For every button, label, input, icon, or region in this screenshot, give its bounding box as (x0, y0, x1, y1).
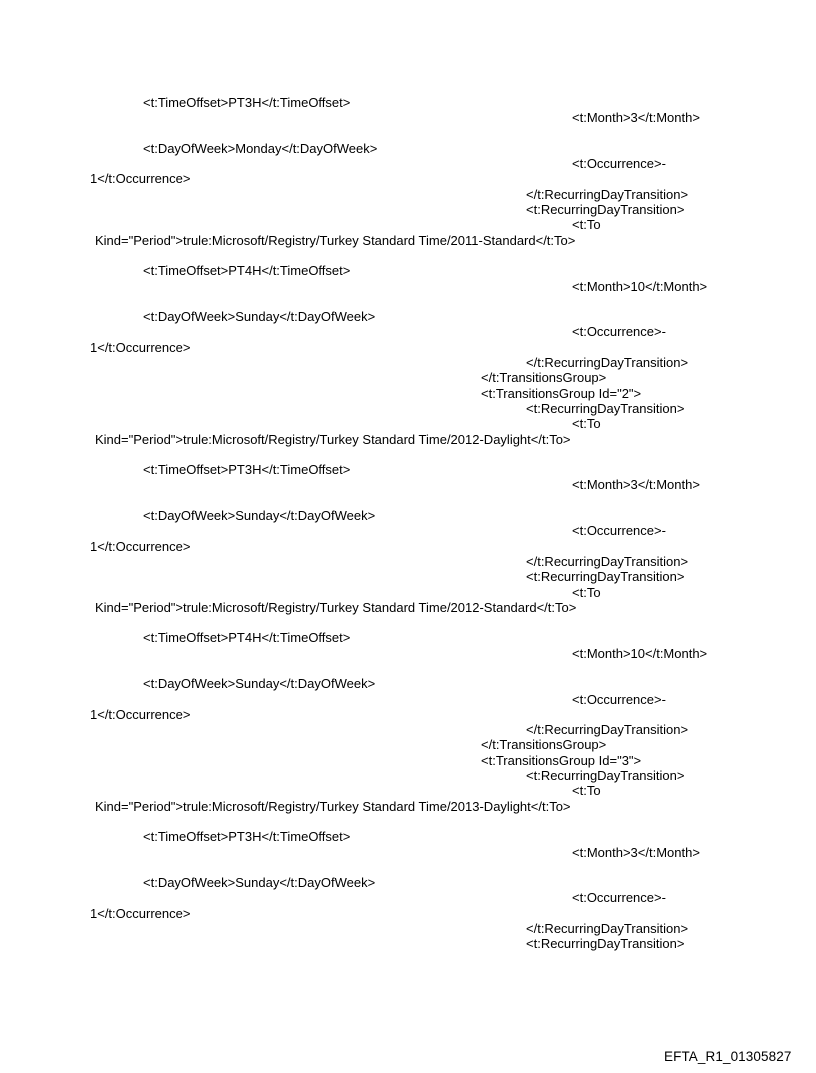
code-line: <t:To (572, 217, 601, 233)
code-line: <t:RecurringDayTransition> (526, 768, 685, 784)
code-line: </t:RecurringDayTransition> (526, 722, 689, 738)
code-line: <t:Month>3</t:Month> (572, 844, 700, 860)
code-line: <t:To (572, 584, 601, 600)
code-line: 1</t:Occurrence> (90, 171, 191, 187)
code-line: <t:TimeOffset>PT3H</t:TimeOffset> (143, 829, 351, 845)
code-line: <t:DayOfWeek>Sunday</t:DayOfWeek> (143, 875, 376, 891)
code-line: <t:Occurrence>- (572, 324, 666, 340)
code-line: <t:Month>10</t:Month> (572, 645, 708, 661)
bates-number: EFTA_R1_01305827 (664, 1049, 792, 1064)
code-line (0, 493, 816, 508)
code-line: <t:Month>10</t:Month> (572, 278, 708, 294)
code-line: <t:DayOfWeek>Sunday</t:DayOfWeek> (143, 508, 376, 524)
code-line: <t:Occurrence>- (572, 523, 666, 539)
code-line: </t:RecurringDayTransition> (526, 921, 689, 937)
code-line: <t:RecurringDayTransition> (526, 400, 685, 416)
code-line: <t:To (572, 783, 601, 799)
code-line (0, 661, 816, 676)
code-line: <t:Month>3</t:Month> (572, 110, 700, 126)
code-line: <t:Occurrence>- (572, 691, 666, 707)
code-line (0, 126, 816, 141)
code-line (0, 294, 816, 309)
code-line: <t:DayOfWeek>Sunday</t:DayOfWeek> (143, 676, 376, 692)
code-line: </t:TransitionsGroup> (481, 737, 607, 753)
code-line: <t:Month>3</t:Month> (572, 477, 700, 493)
code-line: 1</t:Occurrence> (90, 706, 191, 722)
code-line: 1</t:Occurrence> (90, 905, 191, 921)
code-line: <t:DayOfWeek>Monday</t:DayOfWeek> (143, 140, 378, 156)
code-line: Kind="Period">trule:Microsoft/Registry/Turkey Standard Time/2011-Standard</t:To> (95, 232, 576, 248)
code-line (0, 248, 816, 263)
code-line: <t:TimeOffset>PT3H</t:TimeOffset> (143, 95, 351, 110)
code-line: <t:DayOfWeek>Sunday</t:DayOfWeek> (143, 309, 376, 325)
code-line: </t:TransitionsGroup> (481, 370, 607, 386)
code-line: Kind="Period">trule:Microsoft/Registry/Turkey Standard Time/2012-Daylight</t:To> (95, 431, 571, 447)
code-line (0, 447, 816, 462)
code-line (0, 860, 816, 875)
code-line: </t:RecurringDayTransition> (526, 186, 689, 202)
code-line (0, 615, 816, 630)
code-line: <t:TransitionsGroup Id="3"> (481, 752, 642, 768)
code-line: <t:RecurringDayTransition> (526, 569, 685, 585)
xml-code-block (0, 95, 816, 952)
code-line: 1</t:Occurrence> (90, 538, 191, 554)
code-line: <t:TransitionsGroup Id="2"> (481, 385, 642, 401)
code-line: <t:TimeOffset>PT4H</t:TimeOffset> (143, 263, 351, 279)
code-line: </t:RecurringDayTransition> (526, 355, 689, 371)
code-line: <t:To (572, 416, 601, 432)
code-line: <t:TimeOffset>PT4H</t:TimeOffset> (143, 630, 351, 646)
code-line (0, 814, 816, 829)
code-line: <t:TimeOffset>PT3H</t:TimeOffset> (143, 462, 351, 478)
code-line: 1</t:Occurrence> (90, 339, 191, 355)
code-line: Kind="Period">trule:Microsoft/Registry/Turkey Standard Time/2012-Standard</t:To> (95, 599, 577, 615)
code-line: <t:Occurrence>- (572, 890, 666, 906)
code-line: Kind="Period">trule:Microsoft/Registry/Turkey Standard Time/2013-Daylight</t:To> (95, 798, 571, 814)
code-line: <t:RecurringDayTransition> (526, 936, 685, 952)
code-line: </t:RecurringDayTransition> (526, 553, 689, 569)
code-line: <t:Occurrence>- (572, 156, 666, 172)
code-line: <t:RecurringDayTransition> (526, 202, 685, 218)
